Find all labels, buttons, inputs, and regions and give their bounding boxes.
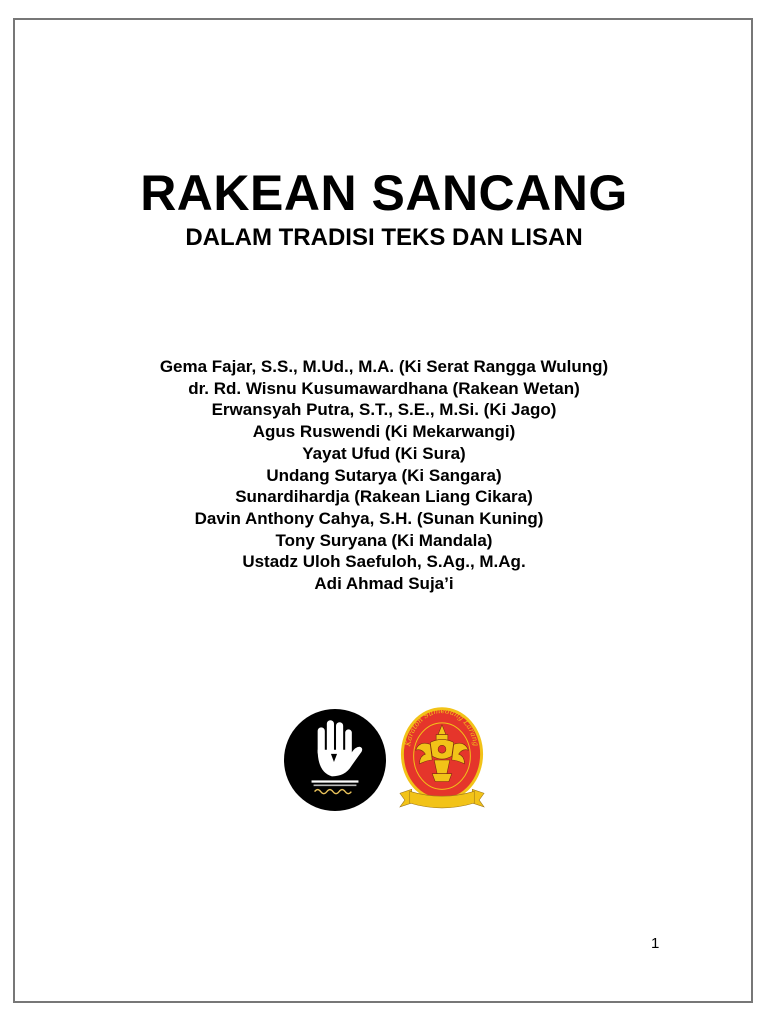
document-subtitle: DALAM TRADISI TEKS DAN LISAN <box>185 224 583 251</box>
author-item: Agus Ruswendi (Ki Mekarwangi) <box>252 422 516 442</box>
author-item: Yayat Ufud (Ki Sura) <box>302 443 466 463</box>
logo-group <box>282 705 492 815</box>
hand-emblem-icon <box>284 709 386 811</box>
author-item: Undang Sutarya (Ki Sangara) <box>266 465 502 485</box>
author-item: Erwansyah Putra, S.T., S.E., M.Si. (Ki Jago) <box>211 400 557 420</box>
svg-text:Karaton Sumedang Larang: Karaton Sumedang Larang <box>403 705 481 747</box>
author-item: Sunardihardja (Rakean Liang Cikara) <box>235 487 533 507</box>
page-number: 1 <box>651 935 660 952</box>
author-item: dr. Rd. Wisnu Kusumawardhana (Rakean Wetan) <box>188 378 580 398</box>
author-item: Davin Anthony Cahya, S.H. (Sunan Kuning) <box>194 508 544 528</box>
author-item: Adi Ahmad Suja’i <box>314 574 454 594</box>
author-list <box>0 356 768 595</box>
royal-crest-icon <box>398 705 486 815</box>
author-item: Gema Fajar, S.S., M.Ud., M.A. (Ki Serat Rangga Wulung) <box>159 357 609 376</box>
author-item: Ustadz Uloh Saefuloh, S.Ag., M.Ag. <box>242 552 526 572</box>
author-item: Tony Suryana (Ki Mandala) <box>275 530 493 550</box>
document-title: RAKEAN SANCANG <box>140 165 628 221</box>
